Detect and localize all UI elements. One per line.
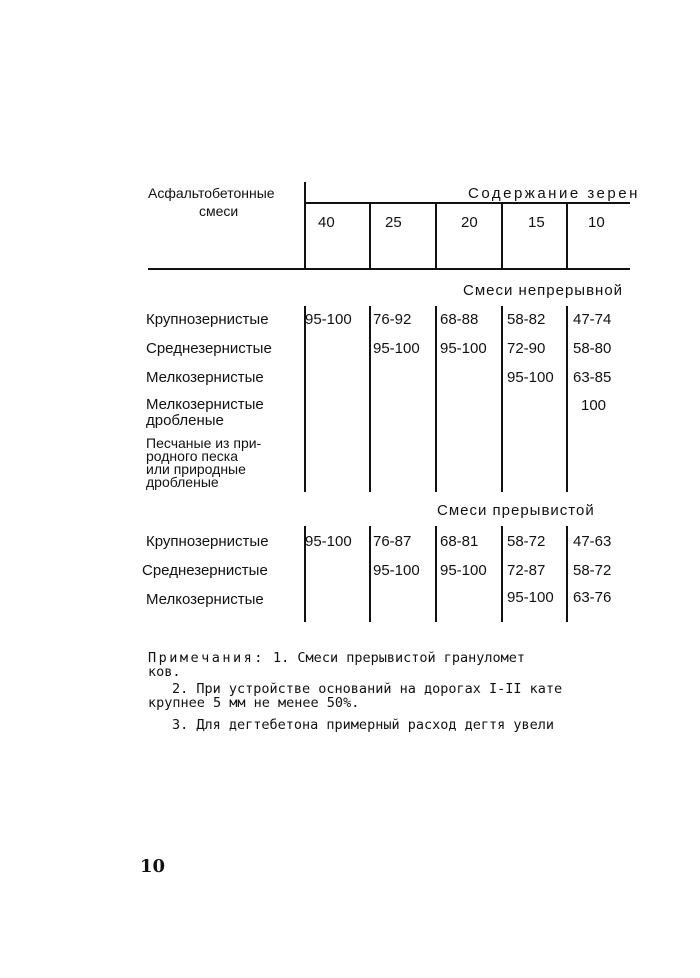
note-2: 2. При устройстве оснований на дорогах I-II кате xyxy=(172,681,563,697)
row-label: Крупнозернистые xyxy=(146,533,269,550)
table-cell: 95-100 xyxy=(305,533,352,550)
table-cell: 95-100 xyxy=(507,369,554,386)
row-label: Крупнозернистые xyxy=(146,311,269,328)
row-label: Среднезернистые xyxy=(142,562,268,579)
table-cell: 58-72 xyxy=(573,562,612,579)
table-cell: 95-100 xyxy=(440,340,487,357)
s1-vline-5 xyxy=(566,306,568,492)
s1-vline-3 xyxy=(435,306,437,492)
table-cell: 95-100 xyxy=(373,562,420,579)
page-number: 10 xyxy=(140,856,166,877)
table-cell: 68-81 xyxy=(440,533,479,550)
row-label-line: или природные xyxy=(146,461,246,477)
s2-vline-3 xyxy=(435,526,437,622)
header-vline-1 xyxy=(304,182,306,269)
row-label-line: дробленые xyxy=(146,412,224,429)
row-label-line: Мелкозернистые xyxy=(146,396,264,413)
section-title-continuous: Смеси непрерывной xyxy=(463,282,624,299)
row-label-multiline xyxy=(146,397,264,429)
table-cell: 68-88 xyxy=(440,311,479,328)
size-header-10: 10 xyxy=(588,214,605,231)
table-cell: 72-87 xyxy=(507,562,546,579)
size-header-15: 15 xyxy=(528,214,545,231)
header-vline-3 xyxy=(435,202,437,269)
header-group-underline xyxy=(304,202,630,204)
header-bottom-rule xyxy=(148,268,630,270)
table-cell: 95-100 xyxy=(305,311,352,328)
row-label-line: дробленые xyxy=(146,474,219,490)
note-1: 1. Смеси прерывистой грануломет xyxy=(273,650,526,666)
header-column-sublabel: смеси xyxy=(199,203,239,219)
s1-vline-2 xyxy=(369,306,371,492)
s1-vline-1 xyxy=(304,306,306,492)
note-2-continuation: крупнее 5 мм не менее 50%. xyxy=(148,695,360,711)
size-header-40: 40 xyxy=(318,214,335,231)
table-cell: 63-85 xyxy=(573,369,612,386)
table-cell: 58-82 xyxy=(507,311,546,328)
table-cell: 63-76 xyxy=(573,589,612,606)
row-label-multiline xyxy=(146,437,261,489)
table-cell: 95-100 xyxy=(507,589,554,606)
table-cell: 95-100 xyxy=(373,340,420,357)
s1-vline-4 xyxy=(501,306,503,492)
s2-vline-2 xyxy=(369,526,371,622)
table-cell: 47-63 xyxy=(573,533,612,550)
row-label-line: родного песка xyxy=(146,448,239,464)
header-vline-4 xyxy=(501,202,503,269)
table-cell: 100 xyxy=(581,397,607,414)
table-cell: 47-74 xyxy=(573,311,612,328)
row-label: Мелкозернистые xyxy=(146,591,264,608)
note-3: 3. Для дегтебетона примерный расход дегтя увели xyxy=(172,717,555,733)
table-cell: 76-92 xyxy=(373,311,412,328)
s2-vline-5 xyxy=(566,526,568,622)
table-cell: 58-80 xyxy=(573,340,612,357)
header-group-label: Содержание зерен xyxy=(468,185,640,202)
table-cell: 58-72 xyxy=(507,533,546,550)
section-title-interrupted: Смеси прерывистой xyxy=(437,502,595,519)
header-vline-2 xyxy=(369,202,371,269)
header-column-label: Асфальтобетонные xyxy=(148,185,275,201)
table-cell: 72-90 xyxy=(507,340,546,357)
size-header-20: 20 xyxy=(461,214,478,231)
note-1-continuation: ков. xyxy=(148,664,181,680)
s2-vline-4 xyxy=(501,526,503,622)
size-header-25: 25 xyxy=(385,214,402,231)
row-label: Среднезернистые xyxy=(146,340,272,357)
row-label-line: Песчаные из при- xyxy=(146,435,262,451)
notes-line-1 xyxy=(148,650,525,666)
table-cell: 95-100 xyxy=(440,562,487,579)
notes-heading: Примечания: xyxy=(148,650,265,666)
table-cell: 76-87 xyxy=(373,533,412,550)
header-vline-5 xyxy=(566,202,568,269)
row-label: Мелкозернистые xyxy=(146,369,264,386)
